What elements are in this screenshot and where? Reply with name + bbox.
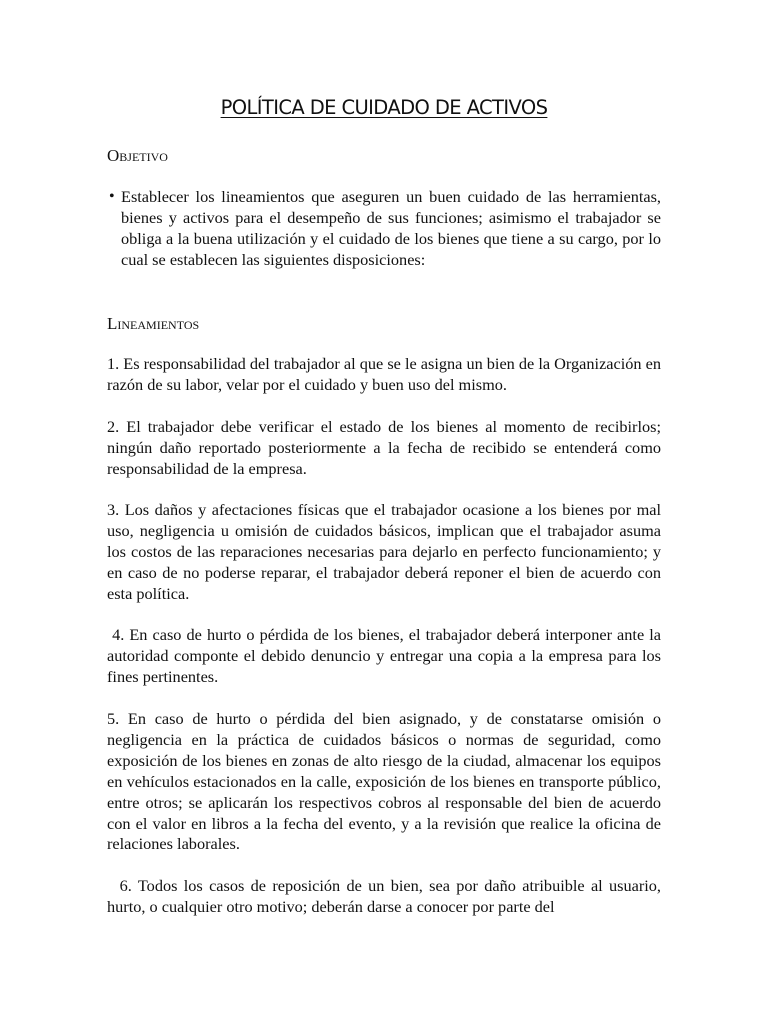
lineamiento-5: 5. En caso de hurto o pérdida del bien asignado, y de constatarse omisión o negligencia en la práctica de cuidados básicos o normas de seguridad, como exposición de los bienes en zonas de alto riesgo de la ciudad, almacenar los equipos en vehículos estacionados en la calle, exposición de los bienes en transporte público, entre otros; se aplicarán los respectivos cobros al responsable del bien de acuerdo con el valor en libros a la fecha del evento, y a la revisión que realice la oficina de relaciones laborales.: [107, 709, 661, 854]
page-title: POLÍTICA DE CUIDADO DE ACTIVOS: [220, 96, 548, 119]
lineamientos-heading: Lineamientos: [107, 314, 200, 333]
lineamiento-2: 2. El trabajador debe verificar el estado de los bienes al momento de recibirlos; ningún daño reportado posteriormente a la fecha de recibido se entenderá como responsabilidad de la empresa.: [107, 417, 661, 478]
lineamiento-3: 3. Los daños y afectaciones físicas que el trabajador ocasione a los bienes por mal uso, negligencia u omisión de cuidados básicos, implican que el trabajador asuma los costos de las reparaciones necesarias para dejarlo en perfecto funcionamiento; y en caso de no poderse reparar, el trabajador deberá reponer el bien de acuerdo con esta política.: [107, 500, 661, 603]
lineamiento-4: 4. En caso de hurto o pérdida de los bienes, el trabajador deberá interponer ante la autoridad componte el debido denuncio y entregar una copia a la empresa para los fines pertinentes.: [107, 625, 666, 686]
lineamiento-6: 6. Todos los casos de reposición de un bien, sea por daño atribuible al usuario, hurto, o cualquier otro motivo; deberán darse a conocer por parte del: [107, 876, 666, 916]
lineamiento-1: 1. Es responsabilidad del trabajador al que se le asigna un bien de la Organización en razón de su labor, velar por el cuidado y buen uso del mismo.: [107, 354, 661, 394]
objetivo-heading: Objetivo: [107, 146, 168, 165]
objetivo-bullet-text: Establecer los lineamientos que aseguren un buen cuidado de las herramientas, bienes y activos para el desempeño de sus funciones; asimismo el trabajador se obliga a la buena utilización y el cuidado de los bienes que tiene a su cargo, por lo cual se establecen las siguientes disposiciones:: [121, 187, 661, 269]
objetivo-bullet: [107, 187, 661, 271]
bullet-icon: •: [109, 188, 115, 205]
